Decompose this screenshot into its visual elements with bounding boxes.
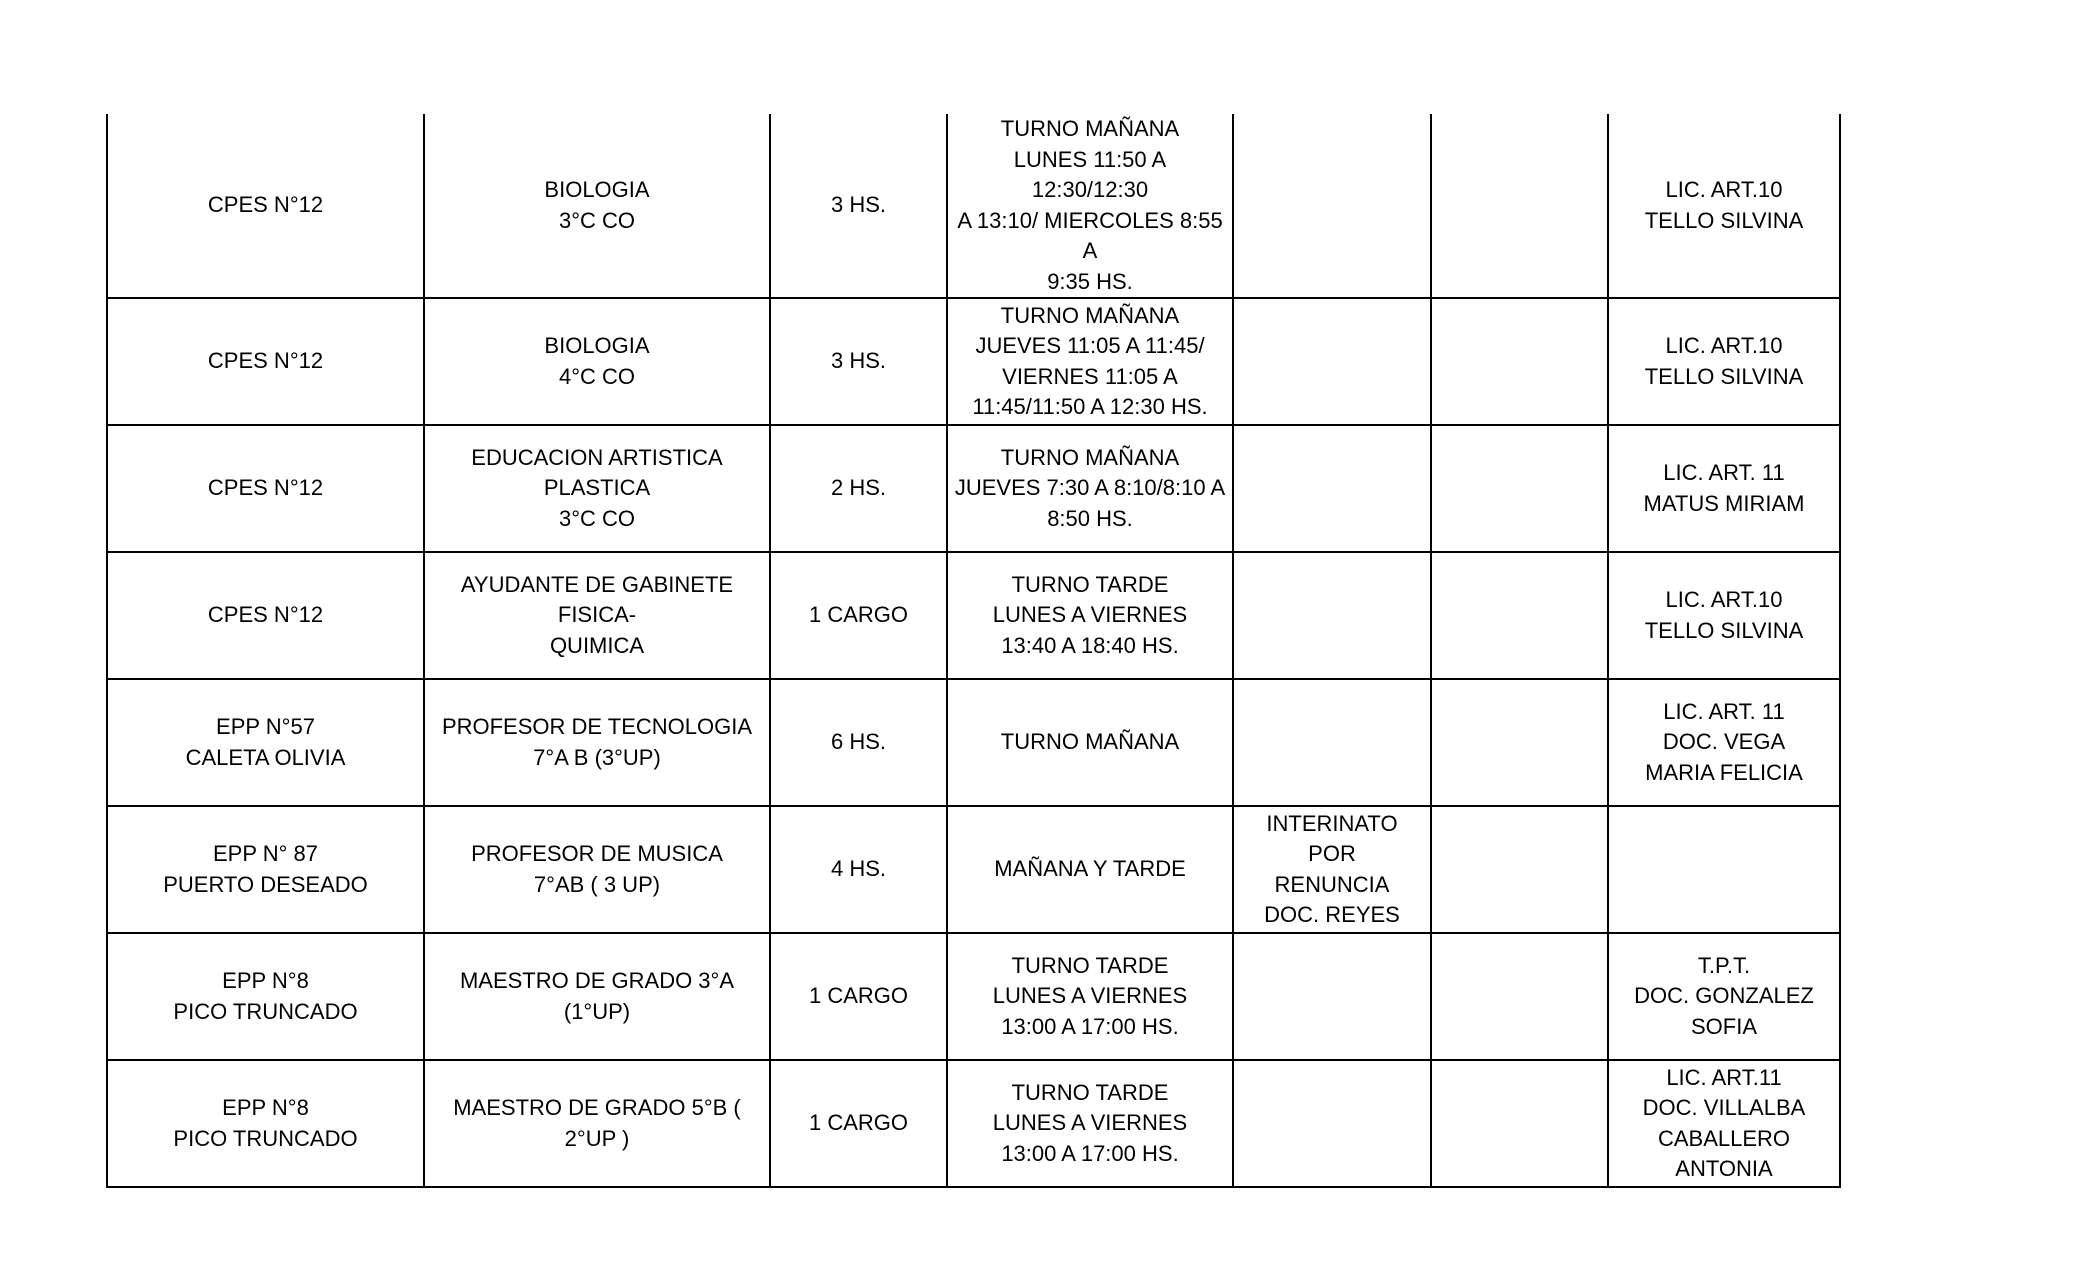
character-cell: INTERINATO POR RENUNCIA DOC. REYES [1233, 806, 1431, 933]
reason-cell: LIC. ART. 11 MATUS MIRIAM [1608, 425, 1840, 552]
hours-cell: 3 HS. [770, 298, 947, 425]
position-cell: PROFESOR DE MUSICA 7°AB ( 3 UP) [424, 806, 770, 933]
hours-cell: 2 HS. [770, 425, 947, 552]
schedule-cell: TURNO MAÑANA JUEVES 7:30 A 8:10/8:10 A 8:50 HS. [947, 425, 1233, 552]
character-cell [1233, 298, 1431, 425]
position-cell: BIOLOGIA 4°C CO [424, 298, 770, 425]
reason-cell: LIC. ART. 11 DOC. VEGA MARIA FELICIA [1608, 679, 1840, 806]
school-cell: EPP N°8 PICO TRUNCADO [107, 1060, 424, 1187]
hours-cell: 3 HS. [770, 114, 947, 298]
reason-cell: LIC. ART.10 TELLO SILVINA [1608, 298, 1840, 425]
hours-cell: 4 HS. [770, 806, 947, 933]
table-row [107, 933, 1840, 1060]
reason-cell: LIC. ART.10 TELLO SILVINA [1608, 114, 1840, 298]
extra-cell [1431, 298, 1608, 425]
extra-cell [1431, 679, 1608, 806]
character-cell [1233, 679, 1431, 806]
schedule-cell: TURNO MAÑANA JUEVES 11:05 A 11:45/ VIERNES 11:05 A 11:45/11:50 A 12:30 HS. [947, 298, 1233, 425]
character-cell [1233, 1060, 1431, 1187]
position-cell: PROFESOR DE TECNOLOGIA 7°A B (3°UP) [424, 679, 770, 806]
reason-cell: LIC. ART.11 DOC. VILLALBA CABALLERO ANTONIA [1608, 1060, 1840, 1187]
vacancy-table [106, 114, 1841, 1188]
school-cell: CPES N°12 [107, 552, 424, 679]
schedule-cell: TURNO MAÑANA LUNES 11:50 A 12:30/12:30 A 13:10/ MIERCOLES 8:55 A 9:35 HS. [947, 114, 1233, 298]
schedule-cell: TURNO TARDE LUNES A VIERNES 13:00 A 17:00 HS. [947, 933, 1233, 1060]
schedule-cell: TURNO MAÑANA [947, 679, 1233, 806]
school-cell: EPP N°57 CALETA OLIVIA [107, 679, 424, 806]
position-cell: MAESTRO DE GRADO 5°B ( 2°UP ) [424, 1060, 770, 1187]
table-row [107, 552, 1840, 679]
character-cell [1233, 425, 1431, 552]
schedule-cell: TURNO TARDE LUNES A VIERNES 13:40 A 18:40 HS. [947, 552, 1233, 679]
schedule-cell: MAÑANA Y TARDE [947, 806, 1233, 933]
school-cell: CPES N°12 [107, 298, 424, 425]
table-row [107, 1060, 1840, 1187]
reason-cell: LIC. ART.10 TELLO SILVINA [1608, 552, 1840, 679]
table-row [107, 806, 1840, 933]
position-cell: EDUCACION ARTISTICA PLASTICA 3°C CO [424, 425, 770, 552]
hours-cell: 1 CARGO [770, 1060, 947, 1187]
extra-cell [1431, 114, 1608, 298]
character-cell [1233, 552, 1431, 679]
extra-cell [1431, 933, 1608, 1060]
table-row [107, 298, 1840, 425]
reason-cell: T.P.T. DOC. GONZALEZ SOFIA [1608, 933, 1840, 1060]
character-cell [1233, 933, 1431, 1060]
schedule-cell: TURNO TARDE LUNES A VIERNES 13:00 A 17:00 HS. [947, 1060, 1233, 1187]
position-cell: BIOLOGIA 3°C CO [424, 114, 770, 298]
school-cell: CPES N°12 [107, 114, 424, 298]
extra-cell [1431, 806, 1608, 933]
table-row [107, 425, 1840, 552]
hours-cell: 1 CARGO [770, 933, 947, 1060]
hours-cell: 1 CARGO [770, 552, 947, 679]
table-row [107, 114, 1840, 298]
table-row [107, 679, 1840, 806]
character-cell [1233, 114, 1431, 298]
extra-cell [1431, 552, 1608, 679]
position-cell: MAESTRO DE GRADO 3°A (1°UP) [424, 933, 770, 1060]
extra-cell [1431, 1060, 1608, 1187]
extra-cell [1431, 425, 1608, 552]
reason-cell [1608, 806, 1840, 933]
position-cell: AYUDANTE DE GABINETE FISICA- QUIMICA [424, 552, 770, 679]
school-cell: EPP N° 87 PUERTO DESEADO [107, 806, 424, 933]
school-cell: EPP N°8 PICO TRUNCADO [107, 933, 424, 1060]
school-cell: CPES N°12 [107, 425, 424, 552]
hours-cell: 6 HS. [770, 679, 947, 806]
